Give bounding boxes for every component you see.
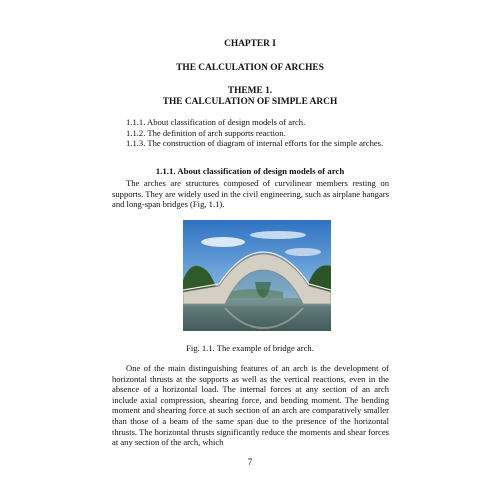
contents-item: 1.1.2. The definition of arch supports reaction.: [126, 127, 286, 138]
intro-paragraph: The arches are structures composed of curvilinear members resting on supports. They are widely used in the civil engineering, such as airplane hangars and long-span bridges (Fig, 1.1).: [112, 178, 389, 210]
page-number: 7: [247, 457, 253, 467]
contents-list: [112, 117, 389, 149]
bridge-arch-photo: [183, 220, 331, 331]
theme-title: THE CALCULATION OF SIMPLE ARCH: [162, 97, 338, 107]
contents-item: 1.1.3. The construction of diagram of internal efforts for the simple arches.: [126, 138, 384, 149]
theme-label: THEME 1.: [227, 86, 273, 96]
chapter-label: CHAPTER I: [224, 39, 276, 49]
figure-caption: Fig. 1.1. The example of bridge arch.: [186, 343, 314, 353]
section-heading: 1.1.1. About classification of design models of arch: [155, 166, 345, 176]
body-paragraph: One of the main distinguishing features of an arch is the development of horizontal thrusts at the supports as well as the vertical reactions, even in the absence of a horizontal load. The internal forces at any section of an arch include axial compression, shearing force, and bending moment. The bending moment and shearing force at such section of an arch are comparatively smaller than those of a beam of the same span due to the presence of the horizontal thrusts. The horizontal thrusts significantly reduce the moments and shear forces at any section of the arch, which: [112, 363, 389, 448]
chapter-title: THE CALCULATION OF ARCHES: [176, 63, 324, 73]
contents-item: 1.1.1. About classification of design models of arch.: [126, 117, 306, 127]
